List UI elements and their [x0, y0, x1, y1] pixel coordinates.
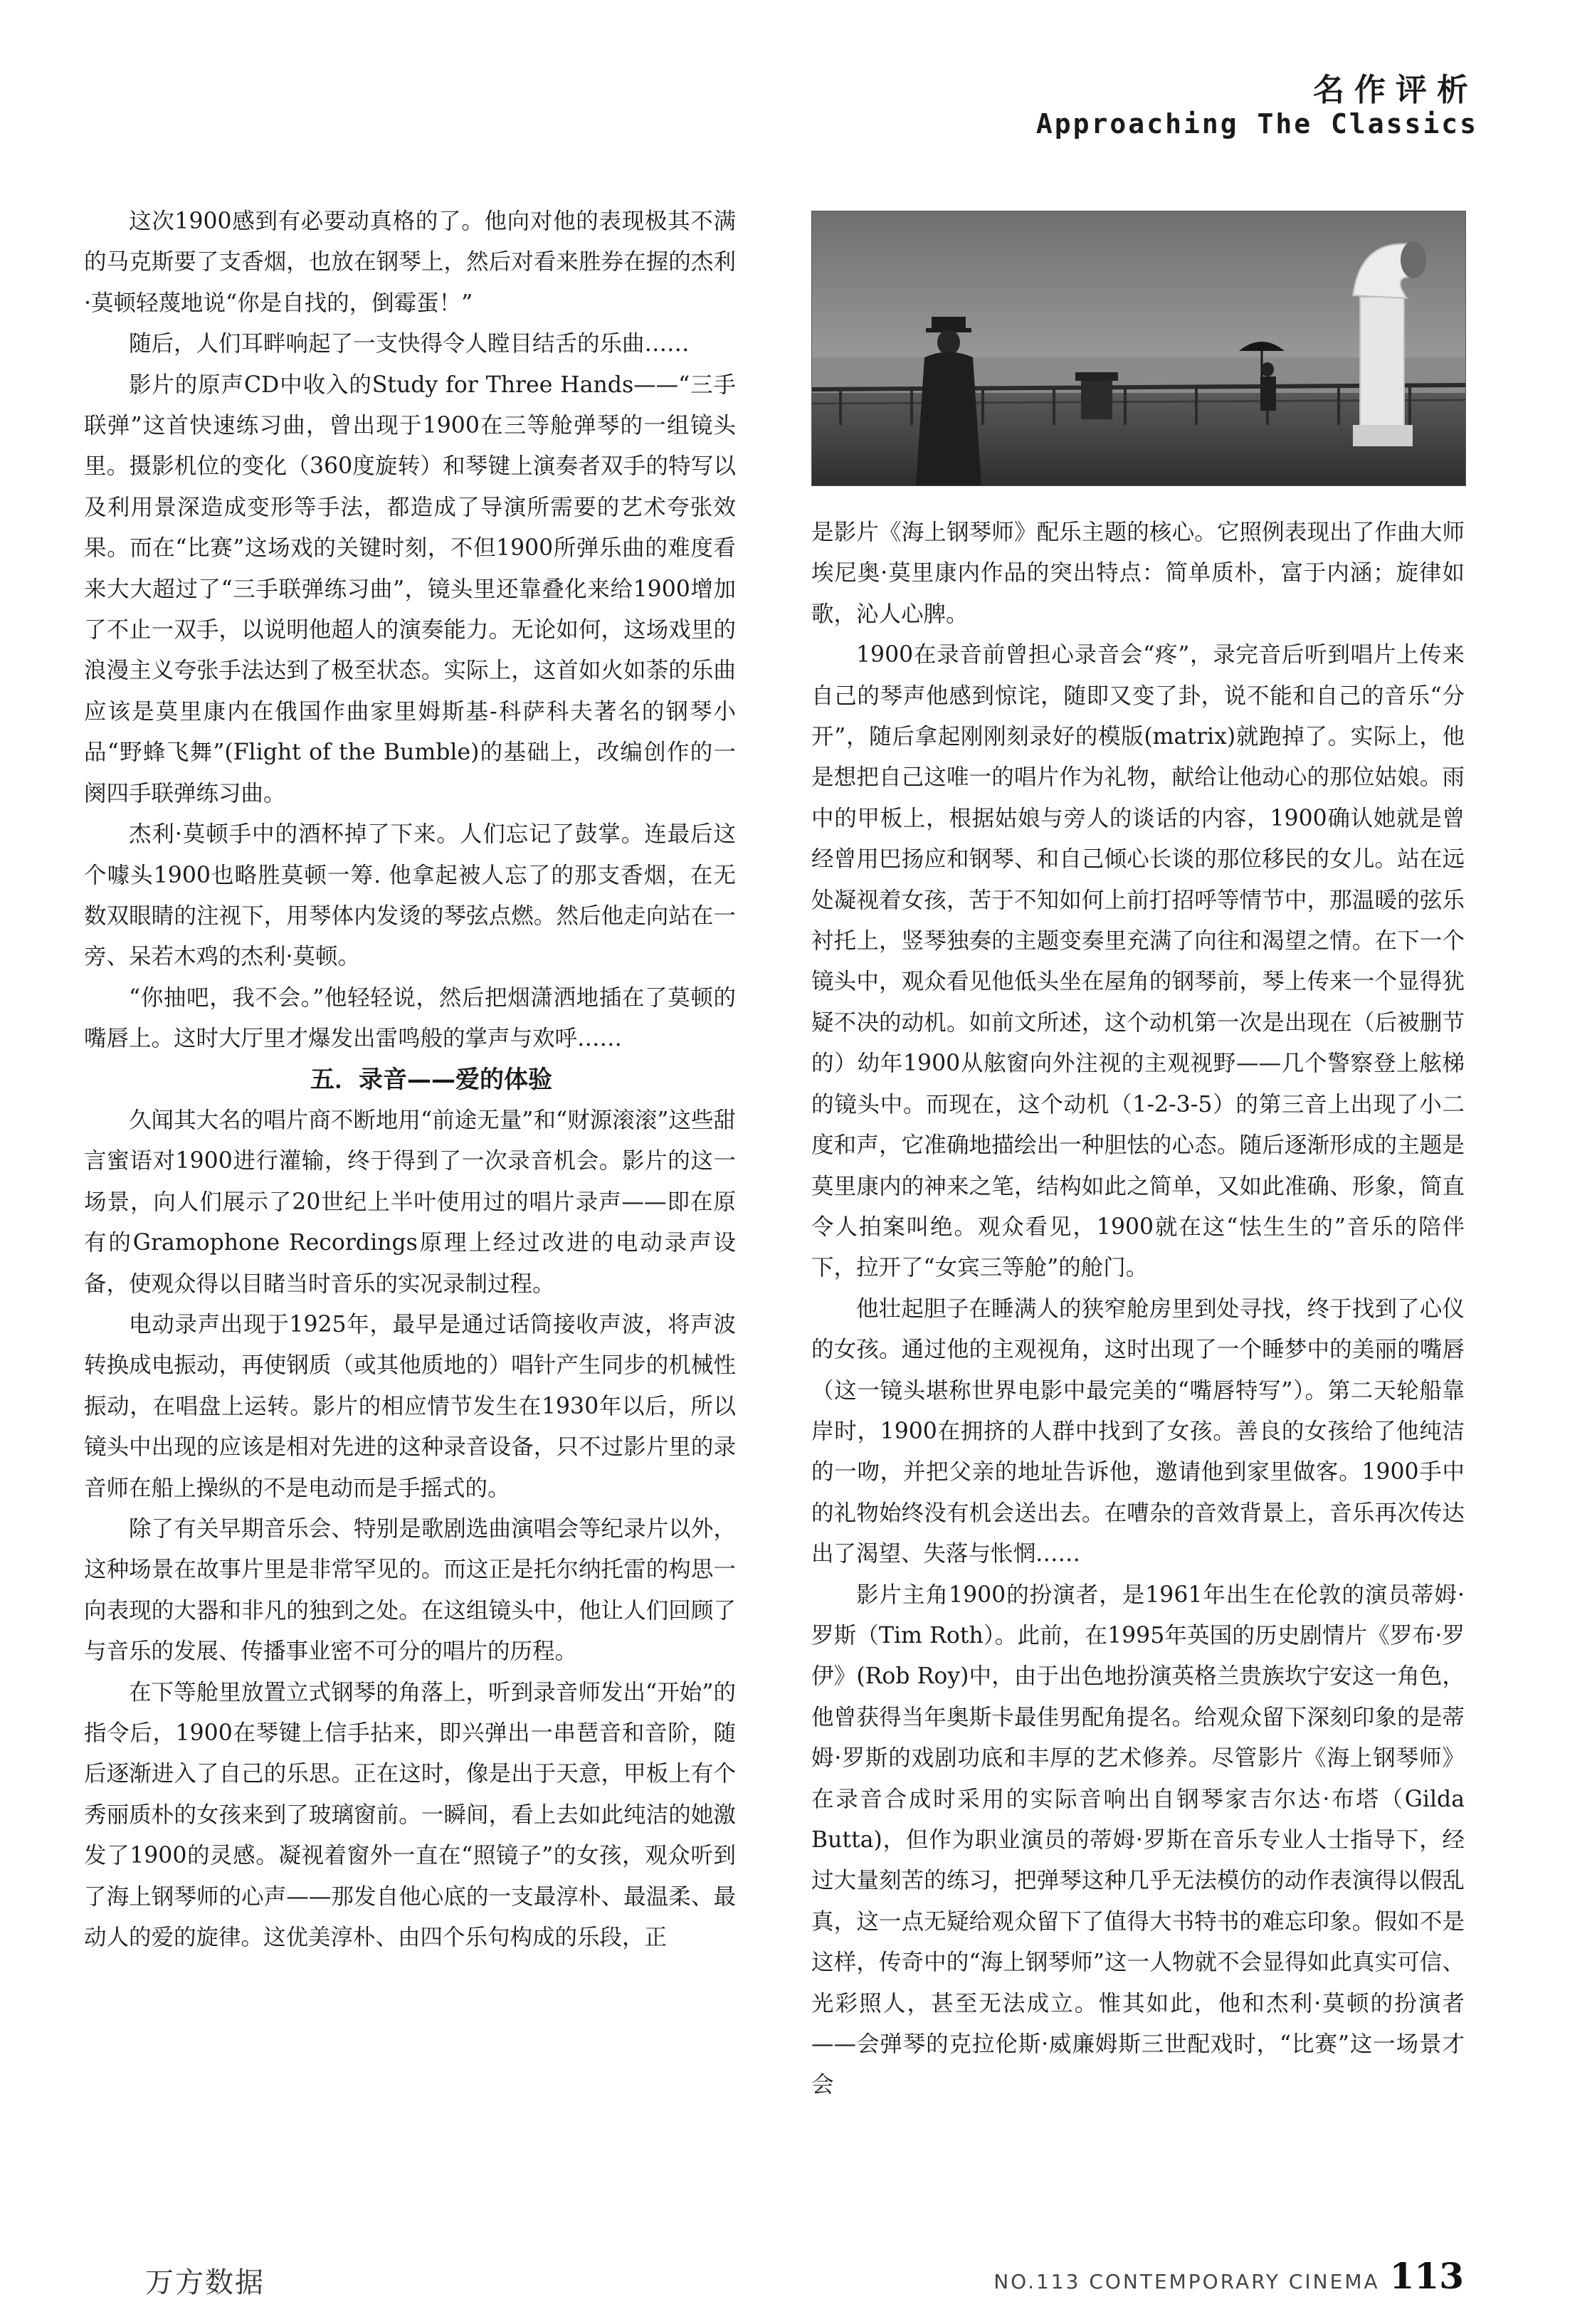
paragraph: 这次1900感到有必要动真格的了。他向对他的表现极其不满的马克斯要了支香烟，也放在钢琴上，然后对看来胜券在握的杰利·莫顿轻蔑地说“你是自找的，倒霉蛋！” [84, 209, 736, 316]
paragraph: 随后，人们耳畔响起了一支快得令人瞠目结舌的乐曲…… [129, 331, 690, 357]
page-number: 113 [1389, 2255, 1464, 2297]
right-column [811, 512, 1465, 2106]
left-column [84, 201, 736, 1958]
page-footer [993, 2255, 1464, 2297]
paragraph: 久闻其大名的唱片商不断地用“前途无量”和“财源滚滚”这些甜言蜜语对1900进行灌输，终于得到了一次录音机会。影片的这一场景，向人们展示了20世纪上半叶使用过的唱片录声——即在原有的Gramophone Recordings原理上经过改进的电动录声设备，使观众得以目睹当时音乐的实况录制过程。 [84, 1107, 736, 1297]
paragraph: 除了有关早期音乐会、特别是歌剧选曲演唱会等纪录片以外，这种场景在故事片里是非常罕见的。而这正是托尔纳托雷的构思一向表现的大器和非凡的独到之处。在这组镜头中，他让人们回顾了与音乐的发展、传播事业密不可分的唱片的历程。 [84, 1516, 736, 1665]
issue-label: NO.113 CONTEMPORARY CINEMA [993, 2270, 1380, 2293]
film-still-photo [811, 211, 1466, 486]
paragraph: 杰利·莫顿手中的酒杯掉了下来。人们忘记了鼓掌。连最后这个噱头1900也略胜莫顿一筹. 他拿起被人忘了的那支香烟，在无数双眼睛的注视下，用琴体内发烫的琴弦点燃。然后他走向站在一旁、呆若木鸡的杰利·莫顿。 [84, 821, 736, 970]
paragraph: 影片的原声CD中收入的Study for Three Hands——“三手联弹”这首快速练习曲，曾出现于1900在三等舱弹琴的一组镜头里。摄影机位的变化（360度旋转）和琴键上演奏者双手的特写以及利用景深造成变形等手法，都造成了导演所需要的艺术夸张效果。而在“比赛”这场戏的关键时刻，不但1900所弹乐曲的难度看来大大超过了“三手联弹练习曲”，镜头里还靠叠化来给1900增加了不止一双手，以说明他超人的演奏能力。无论如何，这场戏里的浪漫主义夸张手法达到了极至状态。实际上，这首如火如荼的乐曲应该是莫里康内在俄国作曲家里姆斯基-科萨科夫著名的钢琴小品“野蜂飞舞”(Flight of the Bumble)的基础上，改编创作的一阕四手联弹练习曲。 [84, 372, 736, 806]
watermark-source: 万方数据 [145, 2266, 265, 2299]
paragraph: 在下等舱里放置立式钢琴的角落上，听到录音师发出“开始”的指令后，1900在琴键上信手拈来，即兴弹出一串琶音和音阶，随后逐渐进入了自己的乐思。正在这时，像是出于天意，甲板上有个秀丽质朴的女孩来到了玻璃窗前。一瞬间，看上去如此纯洁的她激发了1900的灵感。凝视着窗外一直在“照镜子”的女孩，观众听到了海上钢琴师的心声——那发自他心底的一支最淳朴、最温柔、最动人的爱的旋律。这优美淳朴、由四个乐句构成的乐段，正 [84, 1679, 736, 1951]
running-header [1036, 73, 1478, 140]
paragraph: 他壮起胆子在睡满人的狭窄舱房里到处寻找，终于找到了心仪的女孩。通过他的主观视角，这时出现了一个睡梦中的美丽的嘴唇（这一镜头堪称世界电影中最完美的“嘴唇特写”）。第二天轮船靠岸时，1900在拥挤的人群中找到了女孩。善良的女孩给了他纯洁的一吻，并把父亲的地址告诉他，邀请他到家里做客。1900手中的礼物始终没有机会送出去。在嘈杂的音效背景上，音乐再次传达出了渴望、失落与怅惘…… [811, 1295, 1465, 1567]
header-title-en: Approaching The Classics [1035, 108, 1478, 140]
paragraph: 电动录声出现于1925年，最早是通过话筒接收声波，将声波转换成电振动，再使钢质（或其他质地的）唱针产生同步的机械性振动，在唱盘上运转。影片的相应情节发生在1930年以后，所以镜头中出现的应该是相对先进的这种录音设备，只不过影片里的录音师在船上操纵的不是电动而是手摇式的。 [84, 1311, 736, 1501]
paragraph: 影片主角1900的扮演者，是1961年出生在伦敦的演员蒂姆·罗斯（Tim Roth）。此前，在1995年英国的历史剧情片《罗布·罗伊》(Rob Roy)中，由于出色地扮演英格兰贵族坎宁安这一角色，他曾获得当年奥斯卡最佳男配角提名。给观众留下深刻印象的是蒂姆·罗斯的戏剧功底和丰厚的艺术修养。尽管影片《海上钢琴师》在录音合成时采用的实际音响出自钢琴家吉尔达·布塔（Gilda Butta)，但作为职业演员的蒂姆·罗斯在音乐专业人士指导下，经过大量刻苦的练习，把弹琴这种几乎无法模仿的动作表演得以假乱真，这一点无疑给观众留下了值得大书特书的难忘印象。假如不是这样，传奇中的“海上钢琴师”这一人物就不会显得如此真实可信、光彩照人，甚至无法成立。惟其如此，他和杰利·莫顿的扮演者——会弹琴的克拉伦斯·威廉姆斯三世配戏时，“比赛”这一场景才会 [811, 1582, 1465, 2098]
paragraph: 1900在录音前曾担心录音会“疼”，录完音后听到唱片上传来自己的琴声他感到惊诧，随即又变了卦，说不能和自己的音乐“分开”，随后拿起刚刚刻录好的模版(matrix)就跑掉了。实际上，他是想把自己这唯一的唱片作为礼物，献给让他动心的那位姑娘。雨中的甲板上，根据姑娘与旁人的谈话的内容，1900确认她就是曾经曾用巴扬应和钢琴、和自己倾心长谈的那位移民的女儿。站在远处凝视着女孩，苦于不知如何上前打招呼等情节中，那温暖的弦乐衬托上，竖琴独奏的主题变奏里充满了向往和渴望之情。在下一个镜头中，观众看见他低头坐在屋角的钢琴前，琴上传来一个显得犹疑不决的动机。如前文所述，这个动机第一次是出现在（后被删节的）幼年1900从舷窗向外注视的主观视野——几个警察登上舷梯的镜头中。而现在，这个动机（1-2-3-5）的第三音上出现了小二度和声，它准确地描绘出一种胆怯的心态。随后逐渐形成的主题是莫里康内的神来之笔，结构如此之简单，又如此准确、形象，简直令人拍案叫绝。观众看见，1900就在这“怯生生的”音乐的陪伴下，拉开了“女宾三等舱”的舱门。 [811, 642, 1465, 1281]
header-title-cn: 名作评析 [1313, 72, 1478, 108]
section-heading: 五．录音——爱的体验 [310, 1065, 552, 1094]
film-still-image [812, 211, 1465, 485]
paragraph: 是影片《海上钢琴师》配乐主题的核心。它照例表现出了作曲大师埃尼奥·莫里康内作品的突出特点：简单质朴，富于内涵；旋律如歌，沁人心脾。 [811, 520, 1465, 627]
paragraph: “你抽吧，我不会。”他轻轻说，然后把烟潇洒地插在了莫顿的嘴唇上。这时大厅里才爆发出雷鸣般的掌声与欢呼…… [84, 984, 736, 1052]
